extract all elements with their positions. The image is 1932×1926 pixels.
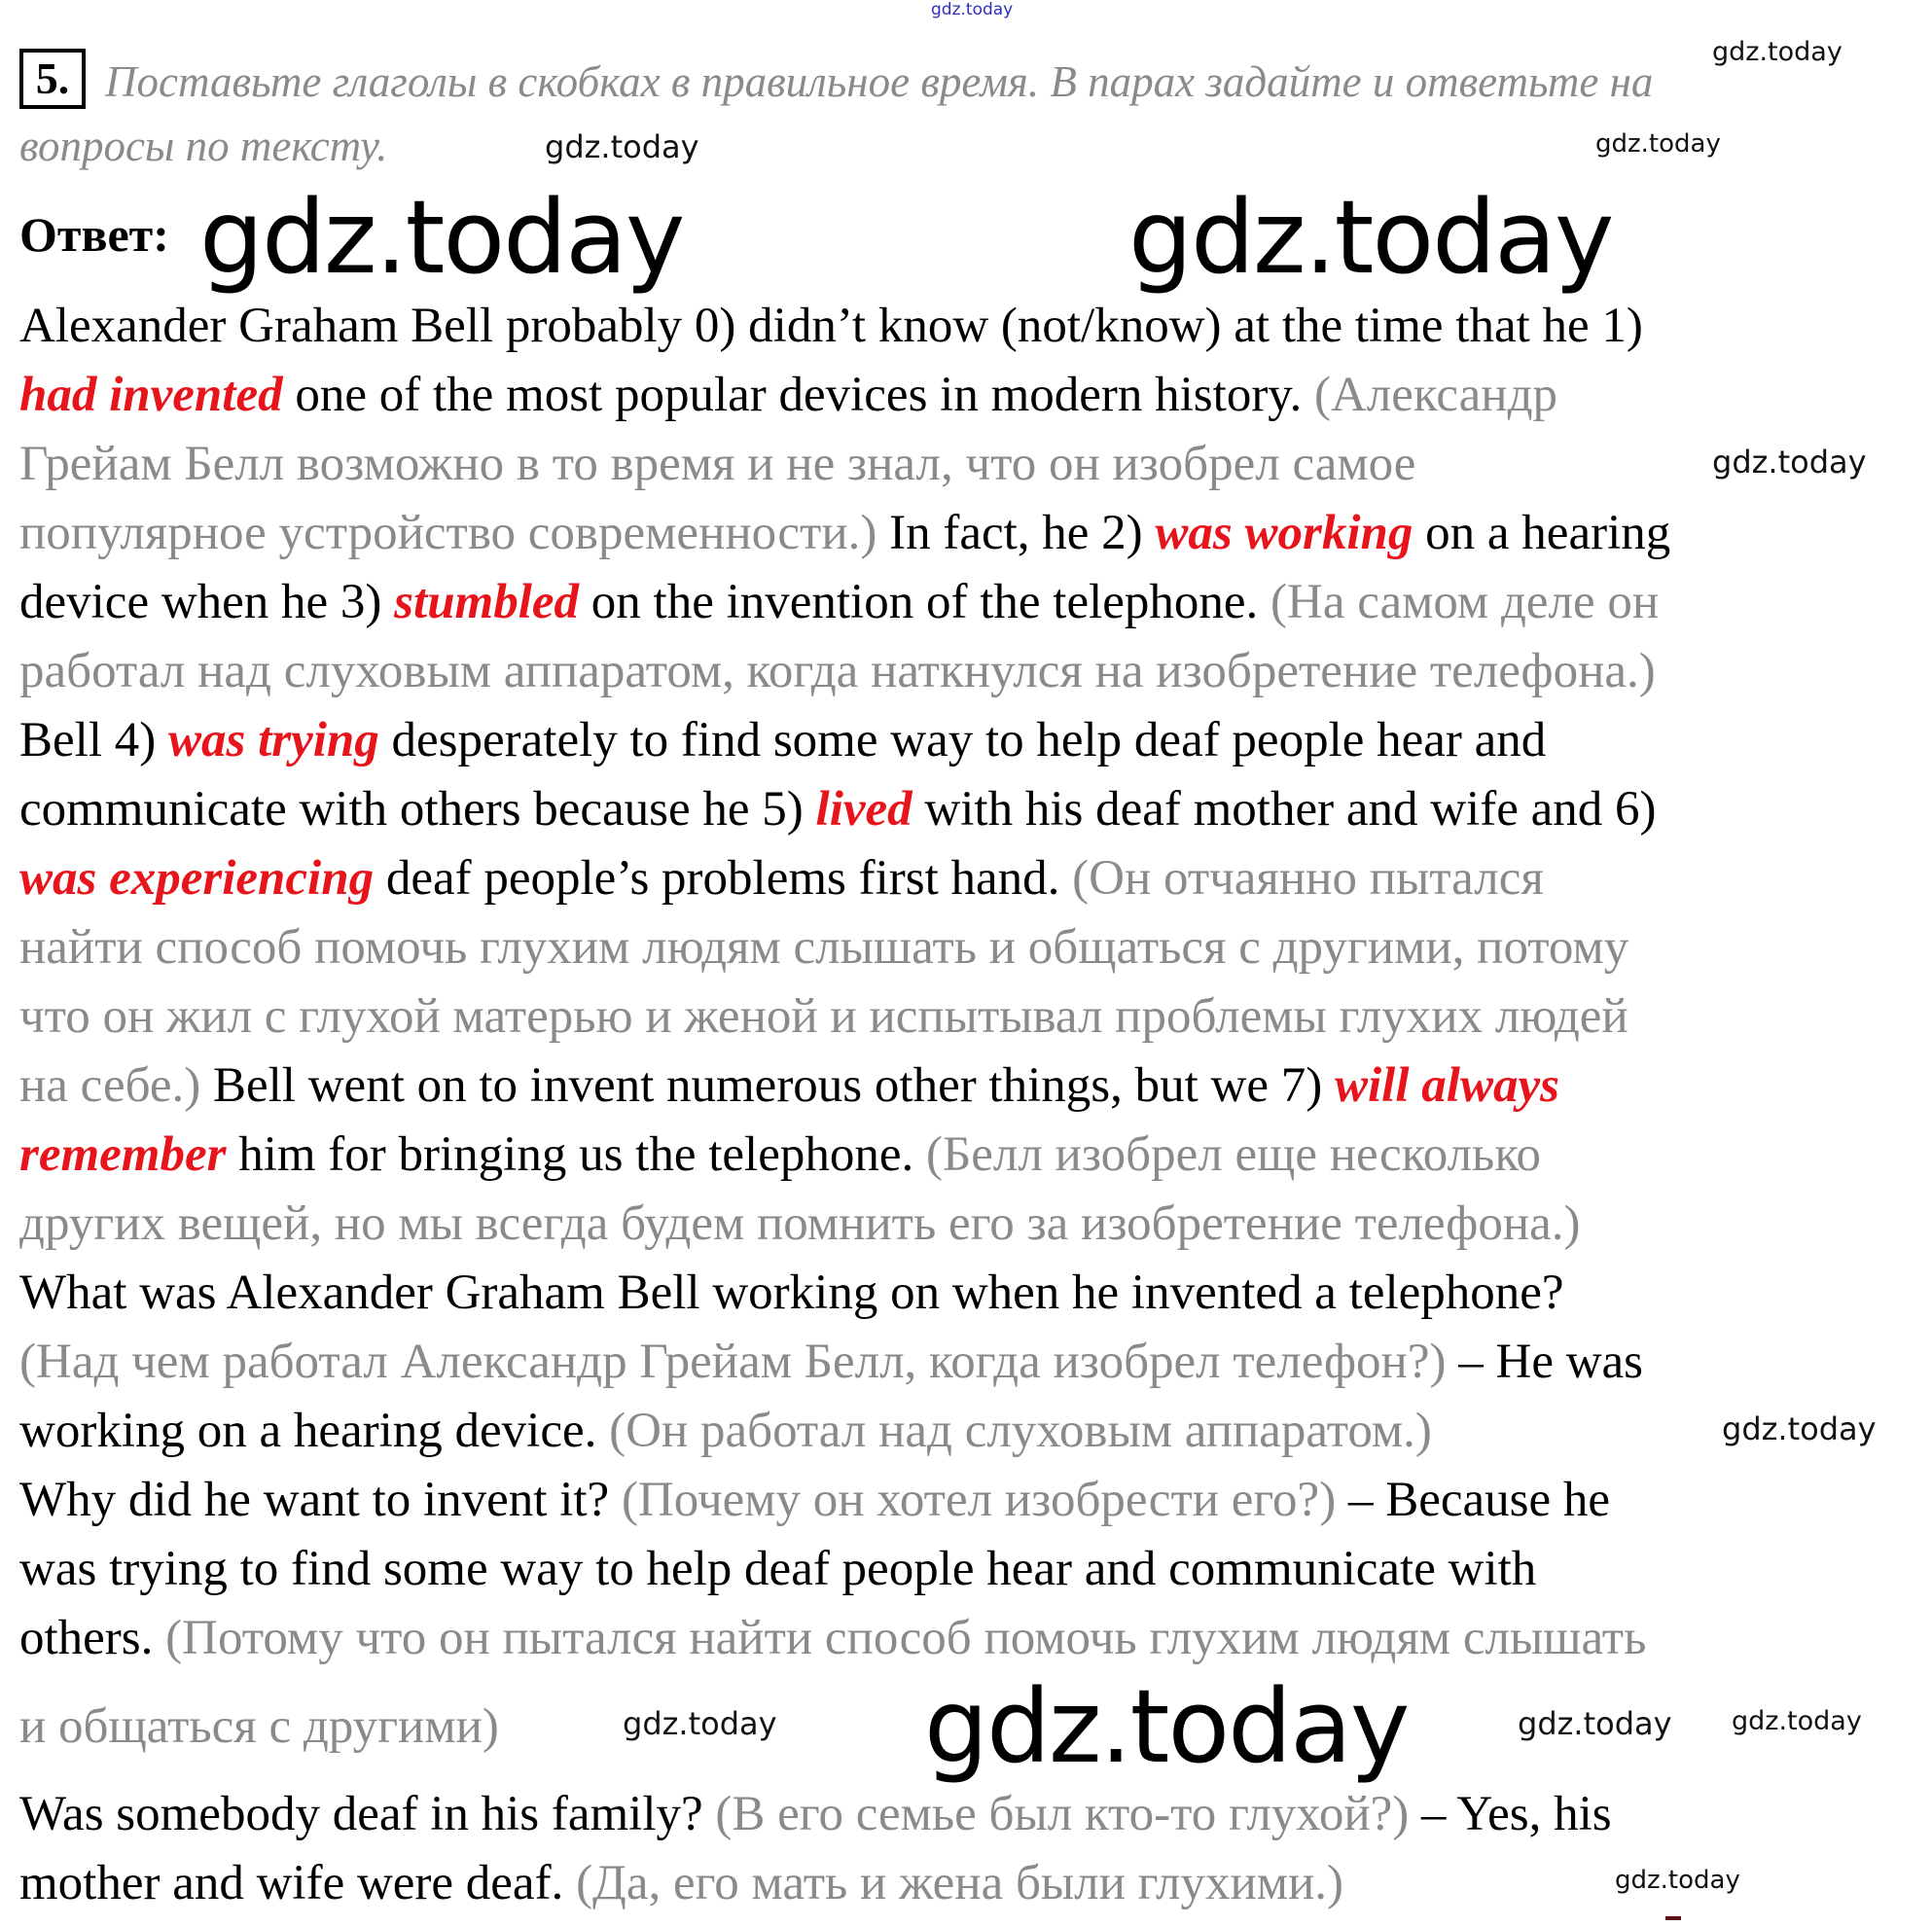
english-text: – He was (1446, 1335, 1644, 1389)
task-instruction-line2: вопросы по тексту. (19, 122, 388, 170)
answer-verb: was experiencing (19, 851, 375, 906)
english-text: working on a hearing device. (19, 1404, 610, 1458)
watermark-small: gdz.today (1712, 444, 1867, 481)
text-line (19, 1849, 1670, 1918)
watermark-small: gdz.today (623, 1705, 777, 1742)
english-text: Why did he want to invent it? (19, 1473, 622, 1527)
answer-verb: had invented (19, 368, 283, 422)
text-line (19, 982, 1670, 1052)
english-text: Bell went on to invent numerous other things, but we 7) (200, 1058, 1335, 1113)
text-line (19, 1190, 1670, 1259)
answer-text (19, 292, 1670, 1918)
english-text: one of the most popular devices in modern history. (282, 368, 1314, 422)
text-line (19, 1535, 1670, 1604)
watermark-small: gdz.today (1595, 129, 1721, 159)
text-line (19, 1328, 1670, 1397)
answer-verb: was trying (167, 713, 379, 767)
watermark-large: gdz.today (199, 178, 684, 297)
english-text: on the invention of the telephone. (579, 575, 1271, 629)
text-line (19, 913, 1670, 982)
translation-text: (Потому что он пытался найти способ помочь глухим людям слышать (165, 1611, 1647, 1665)
translation-text: найти способ помочь глухим людям слышать и общаться с другими, потому (19, 920, 1629, 975)
text-line (19, 361, 1670, 430)
text-line (19, 568, 1670, 637)
translation-text: на себе.) (19, 1058, 201, 1113)
page-mark (1665, 1916, 1681, 1920)
watermark-large: gdz.today (924, 1667, 1409, 1786)
text-line (19, 1259, 1670, 1328)
english-text: Alexander Graham Bell probably 0) didn’t know (not/know) at the time that he 1) (19, 299, 1643, 353)
translation-text: (На самом деле он (1270, 575, 1660, 629)
watermark-small: gdz.today (545, 128, 699, 165)
translation-text: (Белл изобрел еще несколько (925, 1127, 1542, 1182)
translation-text: (Да, его мать и жена были глухими.) (576, 1856, 1344, 1910)
text-line (19, 292, 1670, 361)
english-text: What was Alexander Graham Bell working on when he invented a telephone? (19, 1266, 1564, 1320)
text-line (19, 430, 1670, 499)
english-text: him for bringing us the telephone. (226, 1127, 926, 1182)
translation-text: (Александр (1314, 368, 1558, 422)
answer-verb: stumbled (394, 575, 580, 629)
text-line (19, 1667, 1670, 1786)
translation-text: популярное устройство современности.) (19, 506, 877, 560)
text-line (19, 1121, 1670, 1190)
watermark-small: gdz.today (1615, 1866, 1740, 1895)
watermark-top: gdz.today (931, 0, 1014, 19)
english-text: on a hearing (1413, 506, 1671, 560)
translation-text: (В его семье был кто-то глухой?) (715, 1787, 1410, 1841)
english-text: others. (19, 1611, 166, 1665)
english-text: mother and wife were deaf. (19, 1856, 577, 1910)
answer-verb: remember (19, 1127, 227, 1182)
text-line (19, 637, 1670, 706)
english-text: communicate with others because he 5) (19, 782, 816, 837)
translation-text: (Над чем работал Александр Грейам Белл, когда изобрел телефон?) (19, 1335, 1447, 1389)
english-text: – Because he (1336, 1473, 1610, 1527)
english-text: desperately to find some way to help deaf people hear and (378, 713, 1547, 767)
watermark-large: gdz.today (1128, 178, 1613, 297)
translation-text: и общаться с другими) (19, 1699, 499, 1754)
english-text: Was somebody deaf in his family? (19, 1787, 716, 1841)
watermark-small: gdz.today (1732, 1706, 1862, 1736)
english-text: Bell 4) (19, 713, 168, 767)
translation-text: (Он работал над слуховым аппаратом.) (609, 1404, 1432, 1458)
answer-verb: lived (815, 782, 912, 837)
answer-verb: was working (1155, 506, 1413, 560)
text-line (19, 1604, 1670, 1673)
translation-text: (Почему он хотел изобрести его?) (621, 1473, 1337, 1527)
task-number: 5. (19, 49, 86, 109)
translation-text: что он жил с глухой матерью и женой и испытывал проблемы глухих людей (19, 989, 1628, 1044)
text-line (19, 499, 1670, 568)
text-line (19, 1780, 1670, 1849)
watermark-small: gdz.today (1722, 1410, 1877, 1447)
english-text: deaf people’s problems first hand. (374, 851, 1073, 906)
text-line (19, 706, 1670, 775)
english-text: – Yes, his (1409, 1787, 1612, 1841)
watermark-small: gdz.today (1712, 37, 1843, 67)
watermark-small: gdz.today (1518, 1705, 1672, 1742)
english-text: In fact, he 2) (877, 506, 1156, 560)
translation-text: работал над слуховым аппаратом, когда наткнулся на изобретение телефона.) (19, 644, 1656, 698)
text-line (19, 1397, 1670, 1466)
task-instruction-line1: Поставьте глаголы в скобках в правильное время. В парах задайте и ответьте на (105, 57, 1654, 106)
answer-label: Ответ: (19, 207, 169, 262)
text-line (19, 844, 1670, 913)
text-line (19, 775, 1670, 844)
english-text: device when he 3) (19, 575, 395, 629)
text-line (19, 1052, 1670, 1121)
translation-text: (Он отчаянно пытался (1072, 851, 1544, 906)
english-text: was trying to find some way to help deaf people hear and communicate with (19, 1542, 1537, 1596)
english-text: with his deaf mother and wife and 6) (912, 782, 1657, 837)
answer-verb: will always (1335, 1058, 1559, 1113)
text-line (19, 1466, 1670, 1535)
translation-text: Грейам Белл возможно в то время и не знал, что он изобрел самое (19, 437, 1416, 491)
translation-text: других вещей, но мы всегда будем помнить его за изобретение телефона.) (19, 1196, 1581, 1251)
